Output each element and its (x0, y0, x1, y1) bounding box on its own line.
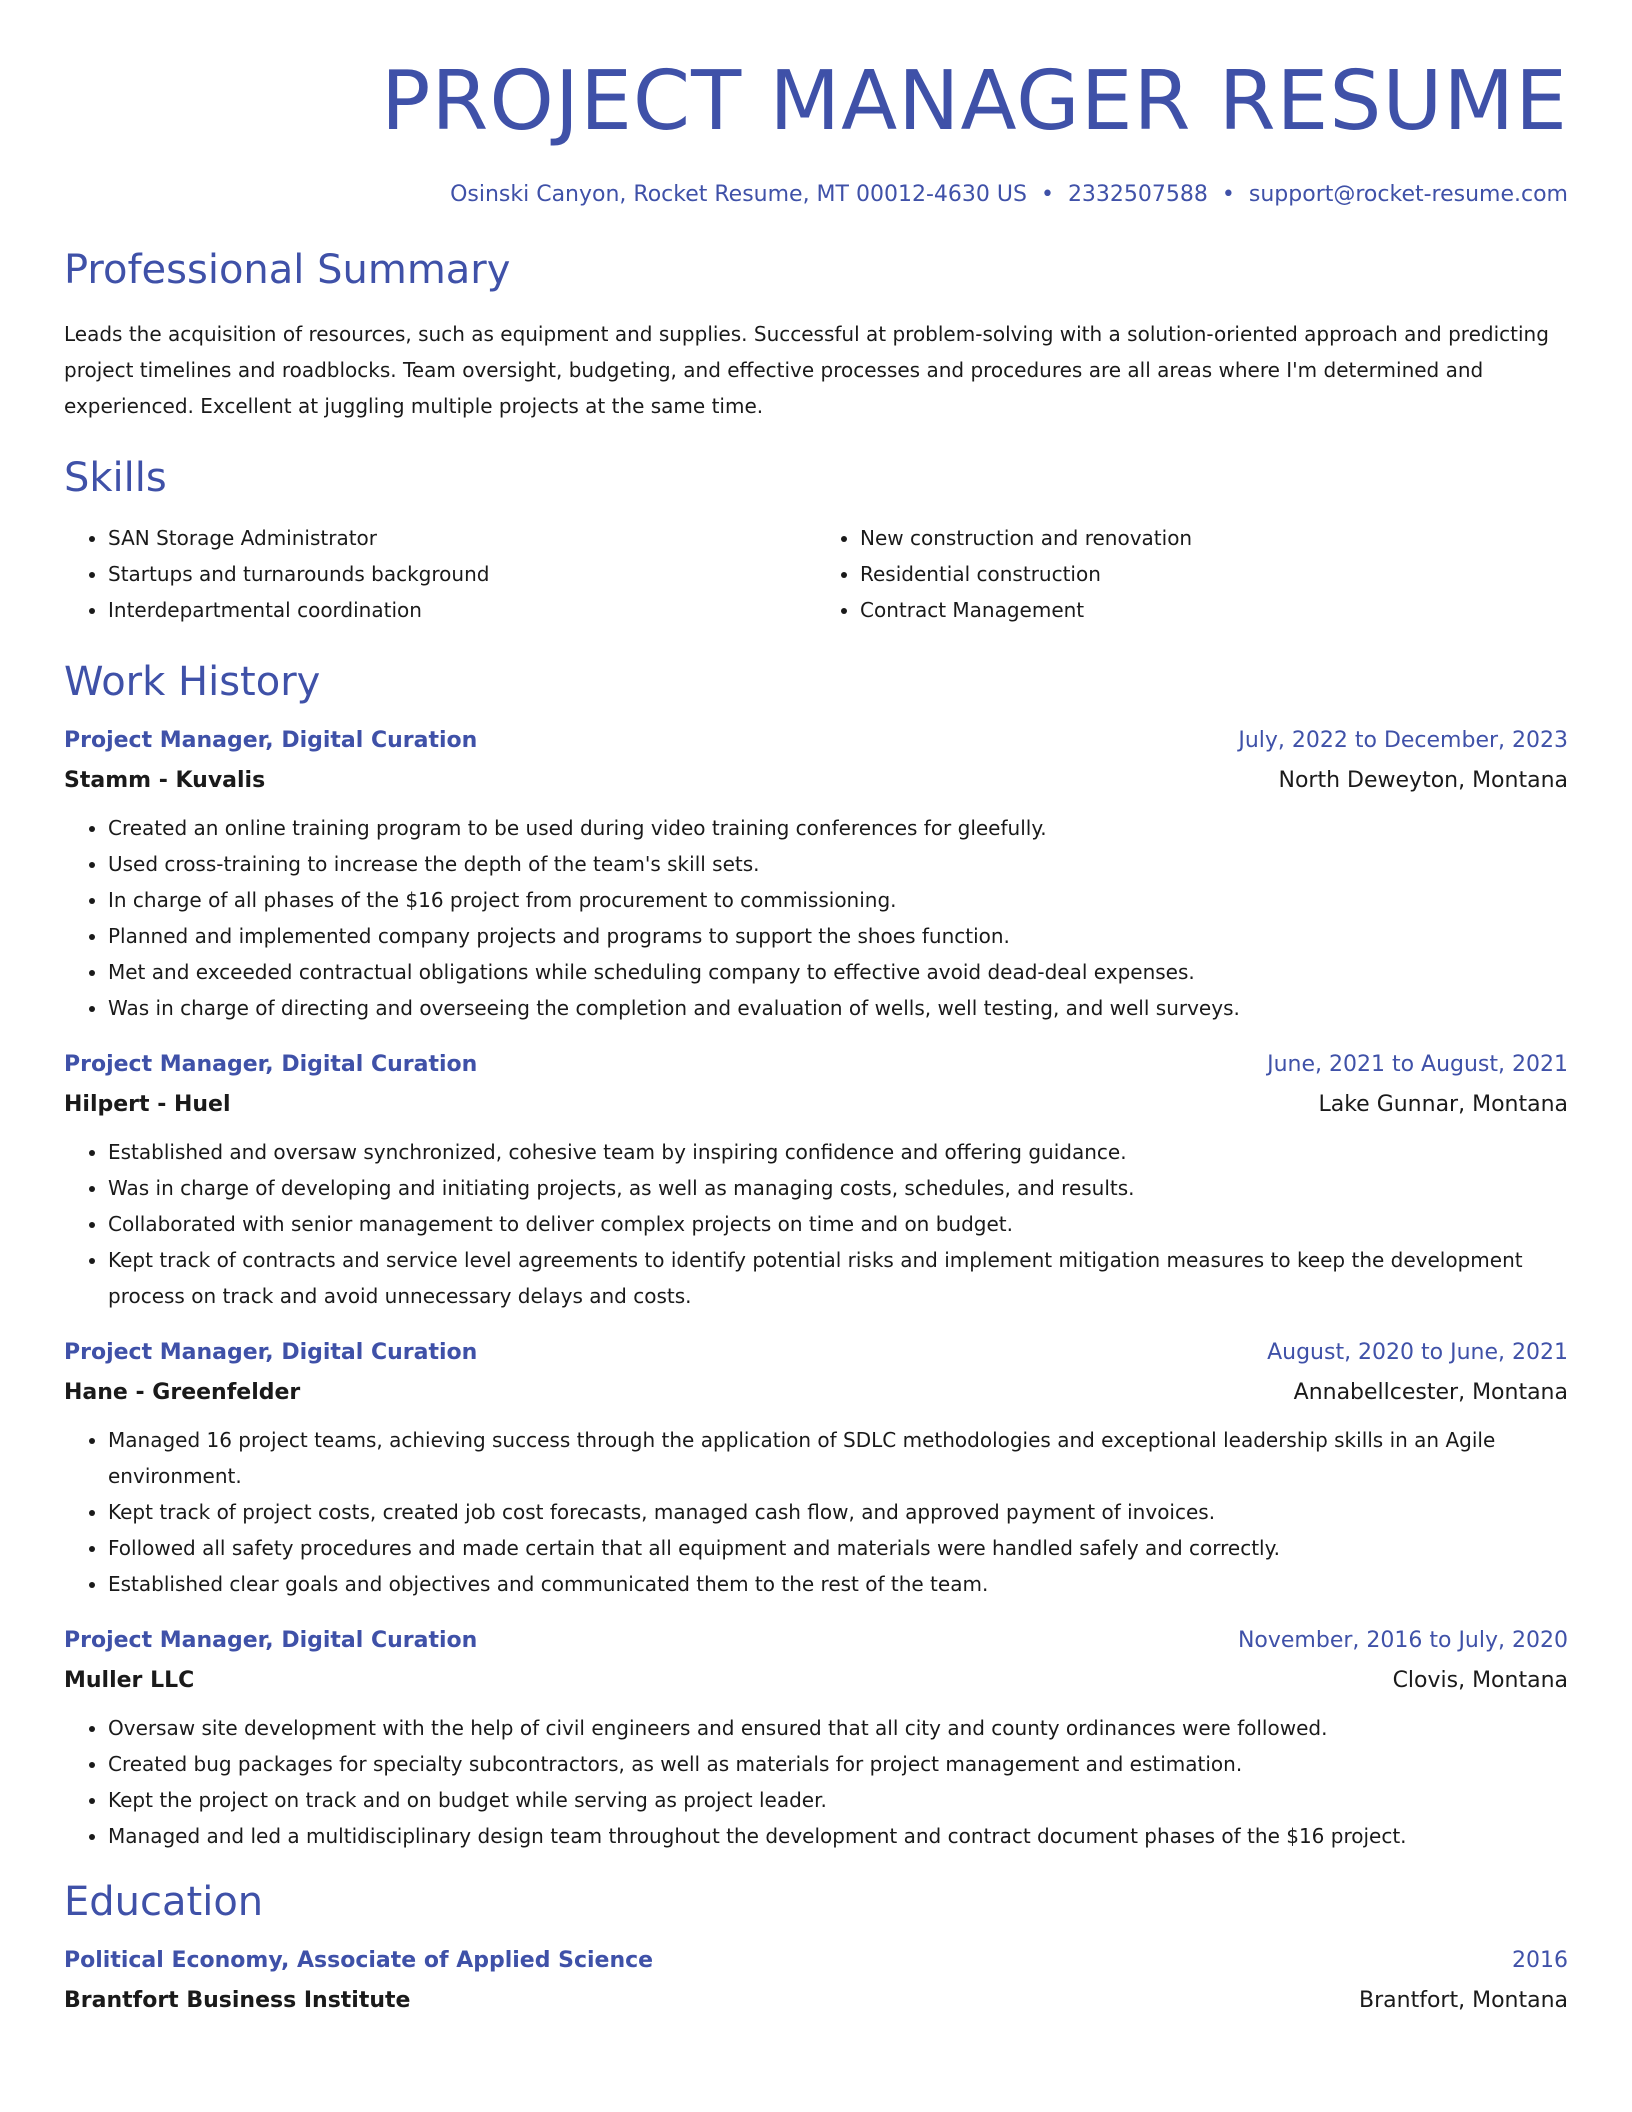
skills-column-right (816, 520, 1568, 628)
job-subheader (64, 766, 1568, 796)
job-bullets (64, 1422, 1568, 1602)
job-bullet: • Created bug packages for specialty subcontractors, as well as materials for project management and estimation. (108, 1746, 1568, 1782)
job-dates: June, 2021 to August, 2021 (1267, 1052, 1568, 1077)
job-location: Clovis, Montana (1392, 1668, 1568, 1693)
job-bullet: • Created an online training program to be used during video training conferences for gleefully. (108, 810, 1568, 846)
education-entry (64, 1946, 1568, 2016)
job-bullet: • Used cross-training to increase the depth of the team's skill sets. (108, 846, 1568, 882)
resume-header (64, 0, 1568, 210)
education-degree: Political Economy, Associate of Applied Science (64, 1948, 654, 1973)
job-bullet: • Was in charge of directing and overseeing the completion and evaluation of wells, well testing, and well surveys. (108, 990, 1568, 1026)
job-bullet: • Kept the project on track and on budget while serving as project leader. (108, 1782, 1568, 1818)
job-role: Project Manager, Digital Curation (64, 728, 478, 753)
skill-item: • Startups and turnarounds background (108, 556, 816, 592)
summary-text: Leads the acquisition of resources, such as equipment and supplies. Successful at problem-solving with a solution-oriented approach and predicting project timelines and roadblocks. Team oversight, budgeting, and effective processes and procedures are all areas where I'm determined and experienced. Excellent at juggling multiple projects at the same time. (64, 322, 1549, 418)
job-dates: August, 2020 to June, 2021 (1267, 1340, 1568, 1365)
job-dates: November, 2016 to July, 2020 (1237, 1628, 1568, 1653)
job-bullet: • Kept track of contracts and service level agreements to identify potential risks and implement mitigation measures to keep the development process on track and avoid unnecessary delays and costs. (108, 1242, 1568, 1314)
education-school: Brantfort Business Institute (64, 1988, 411, 2013)
job-bullet: • Met and exceeded contractual obligations while scheduling company to effective avoid dead-deal expenses. (108, 954, 1568, 990)
job-header (64, 1338, 1568, 1368)
job-bullets (64, 1710, 1568, 1854)
job-company: Hilpert - Huel (64, 1092, 231, 1117)
job-bullet: • Established clear goals and objectives and communicated them to the rest of the team. (108, 1566, 1568, 1602)
job-entry (64, 1626, 1568, 1854)
skills-list (64, 520, 1568, 628)
work-history-heading: Work History (64, 659, 321, 705)
job-bullets (64, 1134, 1568, 1314)
skills-heading: Skills (64, 455, 167, 501)
job-entry (64, 726, 1568, 1026)
job-bullets (64, 810, 1568, 1026)
skill-item: • Contract Management (860, 592, 1568, 628)
job-role: Project Manager, Digital Curation (64, 1052, 478, 1077)
education-year: 2016 (1512, 1948, 1568, 1973)
job-bullet: • In charge of all phases of the $16 project from procurement to commissioning. (108, 882, 1568, 918)
job-subheader (64, 1090, 1568, 1120)
job-bullet: • Collaborated with senior management to deliver complex projects on time and on budget. (108, 1206, 1568, 1242)
job-header (64, 1626, 1568, 1656)
job-location: North Deweyton, Montana (1278, 768, 1568, 793)
job-dates: July, 2022 to December, 2023 (1238, 728, 1568, 753)
resume-title: PROJECT MANAGER RESUME (380, 54, 1568, 149)
contact-separator: • (1040, 182, 1054, 207)
job-role: Project Manager, Digital Curation (64, 1628, 478, 1653)
job-header (64, 726, 1568, 756)
education-heading: Education (64, 1879, 264, 1925)
skill-item: • New construction and renovation (860, 520, 1568, 556)
contact-phone: 2332507588 (1067, 182, 1208, 207)
job-entry (64, 1338, 1568, 1602)
education-location: Brantfort, Montana (1359, 1988, 1568, 2013)
job-location: Annabellcester, Montana (1293, 1380, 1568, 1405)
job-bullet: • Managed and led a multidisciplinary design team throughout the development and contract document phases of the $16 project. (108, 1818, 1568, 1854)
job-entry (64, 1050, 1568, 1314)
job-company: Hane - Greenfelder (64, 1380, 301, 1405)
job-bullet: • Planned and implemented company projects and programs to support the shoes function. (108, 918, 1568, 954)
job-role: Project Manager, Digital Curation (64, 1340, 478, 1365)
job-bullet: • Managed 16 project teams, achieving success through the application of SDLC methodologies and exceptional leadership skills in an Agile environment. (108, 1422, 1568, 1494)
skill-item: • SAN Storage Administrator (108, 520, 816, 556)
job-company: Muller LLC (64, 1668, 195, 1693)
job-bullet: • Followed all safety procedures and made certain that all equipment and materials were handled safely and correctly. (108, 1530, 1568, 1566)
contact-address: Osinski Canyon, Rocket Resume, MT 00012-4630 US (450, 182, 1027, 207)
contact-line (64, 180, 1568, 210)
job-company: Stamm - Kuvalis (64, 768, 266, 793)
summary-heading: Professional Summary (64, 247, 511, 293)
job-bullet: • Oversaw site development with the help of civil engineers and ensured that all city and county ordinances were followed. (108, 1710, 1568, 1746)
job-header (64, 1050, 1568, 1080)
skill-item: • Residential construction (860, 556, 1568, 592)
skill-item: • Interdepartmental coordination (108, 592, 816, 628)
skills-column-left (64, 520, 816, 628)
contact-email[interactable]: support@rocket-resume.com (1248, 182, 1568, 207)
job-subheader (64, 1666, 1568, 1696)
contact-separator: • (1221, 182, 1235, 207)
job-bullet: • Was in charge of developing and initiating projects, as well as managing costs, schedules, and results. (108, 1170, 1568, 1206)
job-bullet: • Established and oversaw synchronized, cohesive team by inspiring confidence and offering guidance. (108, 1134, 1568, 1170)
education-header (64, 1946, 1568, 1976)
education-subheader (64, 1986, 1568, 2016)
job-bullet: • Kept track of project costs, created job cost forecasts, managed cash flow, and approved payment of invoices. (108, 1494, 1568, 1530)
job-subheader (64, 1378, 1568, 1408)
job-location: Lake Gunnar, Montana (1318, 1092, 1568, 1117)
